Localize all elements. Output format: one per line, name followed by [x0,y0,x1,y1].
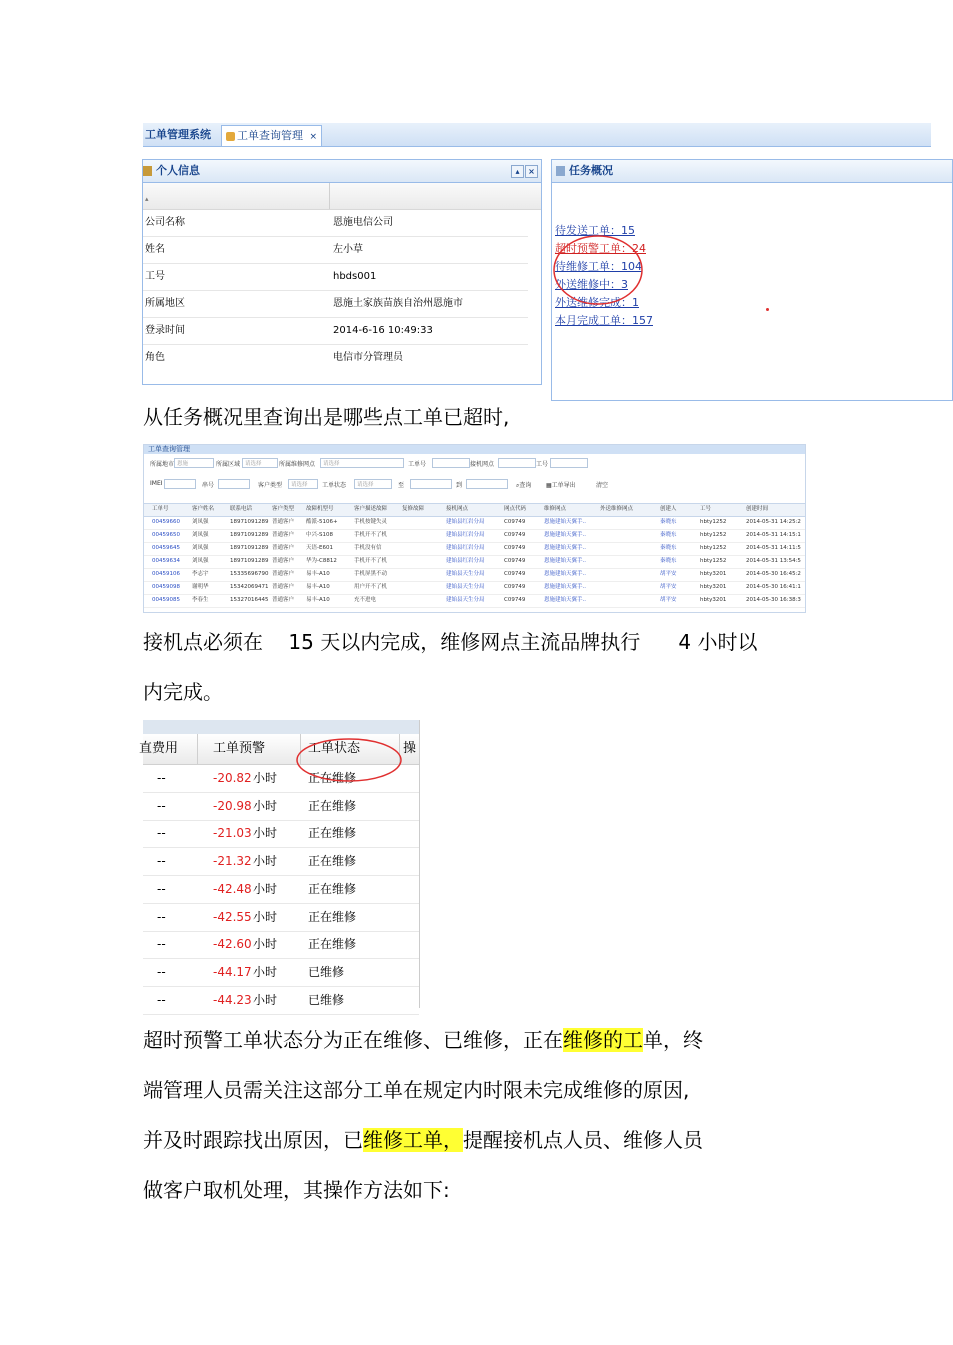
table-cell: 刘凤强 [192,558,209,564]
filter-label: 至 [398,482,405,489]
table-cell[interactable]: 秦晓东 [660,558,677,564]
task-overview-title: 任务概况 [569,164,613,177]
task-link-pending-send[interactable]: 待发送工单：15 [555,224,635,237]
paragraph-status-line4: 做客户取机处理，其操作方法如下: [143,1178,450,1202]
warning-unit: 小时 [253,854,278,869]
text-segment: 并及时跟踪找出原因，已 [143,1128,363,1152]
warning-unit: 小时 [253,937,278,952]
text-segment: 单，终 [643,1028,703,1052]
personal-info-grid-header [143,183,541,210]
table-cell: C09749 [504,558,526,564]
table-cell[interactable]: 建始县红岩分局 [446,558,485,564]
table-cell[interactable]: 建始县红岩分局 [446,545,485,551]
table-cell: 华为-C8812 [306,558,337,564]
info-label: 工号 [145,271,165,282]
warning-value: -42.60 [213,937,252,952]
serial-input[interactable] [218,479,250,489]
staff-id-input[interactable] [550,458,588,468]
table-cell[interactable]: 胡平安 [660,571,677,577]
info-value: hbds001 [333,271,377,282]
table-cell: C09749 [504,584,526,590]
info-label: 姓名 [145,244,165,255]
table-cell: 15327016445 [230,597,269,603]
table-cell: 15342069471 [230,584,269,590]
col-header[interactable]: 工号 [700,506,712,512]
col-header-warning[interactable]: 工单预警 [213,741,266,756]
tab-close-icon[interactable]: × [309,132,318,142]
filter-label: 到 [456,482,463,489]
table-cell: 手机开不了机 [354,532,388,538]
imei-input[interactable] [164,479,196,489]
table-cell[interactable]: 恩施建始天翼手.. [544,584,586,590]
warning-unit: 小时 [253,909,278,924]
warning-unit: 小时 [253,881,278,896]
table-cell: 刘凤强 [192,532,209,538]
table-row[interactable] [143,820,419,848]
filter-label: 客户类型 [258,482,283,489]
fee-cell: -- [157,826,166,841]
repair-point-select[interactable] [320,458,404,468]
table-cell[interactable]: 建始县红岩分局 [446,519,485,525]
warning-value: -42.55 [213,909,252,924]
info-value: 恩施土家族苗族自治州恩施市 [333,298,463,309]
user-icon [143,166,152,176]
table-cell[interactable]: 00459660 [152,519,180,525]
table-cell[interactable]: 胡平安 [660,584,677,590]
grid-icon [556,166,565,176]
filter-row-1 [144,457,805,469]
table-cell: hbty3201 [700,584,727,590]
table-cell: 李春生 [192,597,209,603]
warning-unit: 小时 [253,992,278,1007]
select-placeholder: 请选择 [323,461,340,467]
paragraph-status-line1 [143,1028,703,1052]
task-overview-header [552,160,952,183]
table-cell: 手机屏黑不动 [354,571,388,577]
table-row[interactable] [144,555,805,569]
date-from-input[interactable] [410,479,452,489]
table-cell: 2014-05-30 16:45:2 [746,571,801,577]
filter-label: 所属区域 [216,461,241,468]
table-cell: hbty1252 [700,545,727,551]
fee-cell: -- [157,854,166,869]
table-row[interactable] [143,931,419,959]
task-link-outsourced-in-progress[interactable]: 外送维修中：3 [555,278,628,291]
filter-label: 工单号 [408,461,427,468]
status-cell: 正在维修 [308,854,357,869]
status-cell: 正在维修 [308,771,357,785]
col-header[interactable]: 客户姓名 [192,506,215,512]
fee-cell: -- [157,881,166,896]
annotation-circle [293,734,408,786]
warning-unit: 小时 [253,826,278,841]
table-cell: 天语-E601 [306,545,333,551]
warning-grid-screenshot [139,720,420,1008]
task-link-pending-repair[interactable]: 待维修工单：104 [555,260,642,273]
grid-toolbar-strip [143,720,419,734]
filter-label: 所属地市 [150,461,175,468]
table-cell: 酷派-5106+ [306,519,338,525]
info-label: 公司名称 [145,217,185,228]
warning-unit: 小时 [253,798,278,813]
table-cell: 李志宇 [192,571,209,577]
search-button-label: 查询 [519,482,532,489]
table-cell[interactable]: 建始县天生分局 [446,571,485,577]
filter-label: 串号 [202,482,215,489]
table-cell: 易丰-A10 [306,597,330,603]
filter-row-2 [144,478,805,490]
info-row [143,291,528,318]
dashboard-screenshot [143,123,931,385]
info-label: 登录时间 [145,325,185,336]
table-cell[interactable]: 秦晓东 [660,519,677,525]
warning-value: -44.17 [213,964,252,979]
grid-divider [329,183,330,209]
fee-cell: -- [157,798,166,813]
area-select[interactable] [242,458,278,468]
task-overview-panel [551,159,953,401]
warning-value: -20.98 [213,798,252,813]
highlighted-text: 维修工单， [363,1128,463,1152]
table-row[interactable] [143,987,419,1015]
task-link-outsourced-done[interactable]: 外送维修完成：1 [555,296,639,309]
table-cell: hbty3201 [700,597,727,603]
info-value: 恩施电信公司 [333,217,393,228]
paragraph-query-timeout: 从任务概况里查询出是哪些点工单已超时, [143,405,510,429]
export-button-label: 工单导出 [551,482,576,489]
warning-value: -20.82 [213,771,252,785]
table-row[interactable] [143,876,419,904]
col-header[interactable]: 创建人 [660,506,677,512]
col-header[interactable]: 客户描述故障 [354,506,388,512]
clear-button[interactable]: 清空 [596,482,609,489]
table-cell[interactable]: 恩施建始天翼手.. [544,597,586,603]
intake-point-input[interactable] [498,458,536,468]
table-cell[interactable]: 00459650 [152,532,180,538]
order-status-select[interactable] [354,479,392,489]
table-row[interactable] [144,581,805,595]
table-cell: 18971091289 [230,532,269,538]
info-row [143,210,528,237]
info-value: 2014-6-16 10:49:33 [333,325,433,336]
query-panel-title: 工单查询管理 [144,445,805,454]
table-cell: C09749 [504,571,526,577]
paragraph-time-limit-end: 内完成。 [143,680,223,704]
table-row[interactable] [144,542,805,556]
table-cell: 充不进电 [354,597,377,603]
collapse-icon[interactable]: ▴ [511,165,524,178]
col-header[interactable]: 故障机型号 [306,506,334,512]
filter-label: 工单状态 [322,482,347,489]
col-header-fee[interactable]: 直费用 [139,741,179,756]
status-cell: 正在维修 [308,937,357,952]
table-cell[interactable]: 建始县红岩分局 [446,532,485,538]
fee-cell: -- [157,771,166,785]
table-cell[interactable]: 00459634 [152,558,180,564]
info-row [143,264,528,291]
filter-label: IMEI [150,480,163,487]
filter-label: 接机网点 [470,461,495,468]
select-placeholder: 请选择 [357,482,374,488]
status-cell: 正在维修 [308,798,357,813]
col-header-status[interactable]: 工单状态 [308,741,361,756]
fee-cell: -- [157,909,166,924]
table-cell: 普通客户 [272,571,295,577]
table-cell[interactable]: 秦晓东 [660,545,677,551]
table-cell[interactable]: 恩施建始天翼手.. [544,532,586,538]
city-select[interactable] [174,458,214,468]
table-cell: 2014-05-31 14:11:5 [746,545,801,551]
col-header[interactable]: 维修网点 [544,506,567,512]
table-cell[interactable]: 恩施建始天翼手.. [544,519,586,525]
tab-bar [143,123,931,147]
text-segment: 超时预警工单状态分为正在维修、已维修，正在 [143,1028,563,1052]
paragraph-status-line3 [143,1128,703,1152]
export-icon: ▦ [546,482,552,489]
table-cell: 2014-05-31 14:25:2 [746,519,801,525]
info-row [143,237,528,264]
status-cell: 已维修 [308,992,345,1007]
col-header[interactable]: 外送维修网点 [600,506,634,512]
status-cell: 正在维修 [308,909,357,924]
highlighted-text: 维修的工 [563,1028,643,1052]
table-cell: 2014-05-31 13:54:5 [746,558,801,564]
table-cell[interactable]: 恩施建始天翼手.. [544,545,586,551]
annotation-circle [552,232,652,312]
table-cell: C09749 [504,519,526,525]
col-header[interactable]: 接机网点 [446,506,469,512]
col-header[interactable]: 复修故障 [402,506,425,512]
search-icon: ⌕ [516,482,520,489]
status-cell: 正在维修 [308,881,357,896]
table-row[interactable] [144,568,805,582]
table-cell: 普通客户 [272,519,295,525]
table-cell: 2014-05-31 14:15:1 [746,532,801,538]
search-button[interactable] [516,480,531,490]
col-header-action[interactable]: 操 [403,741,417,756]
table-cell: 2014-05-30 16:38:3 [746,597,801,603]
table-cell: hbty1252 [700,532,727,538]
table-cell: 普通客户 [272,597,295,603]
table-cell: 谢明华 [192,584,209,590]
table-cell: 刘凤强 [192,545,209,551]
paragraph-status-line2: 端管理人员需关注这部分工单在规定内时限未完成维修的原因, [143,1078,690,1102]
info-value: 左小草 [333,244,363,255]
table-cell: 中兴-S108 [306,532,333,538]
col-header[interactable]: 创建时间 [746,506,769,512]
text-segment: 提醒接机点人员、维修人员 [463,1128,703,1152]
status-cell: 正在维修 [308,826,357,841]
table-cell: C09749 [504,545,526,551]
select-value: 恩施 [177,461,189,467]
table-cell: 18971091289 [230,558,269,564]
table-cell: 易丰-A10 [306,571,330,577]
table-cell: 用户开不了机 [354,584,388,590]
col-header[interactable]: 联系电话 [230,506,253,512]
info-value: 电信市分管理员 [333,352,403,363]
table-row[interactable] [144,594,805,608]
table-cell[interactable]: 00459085 [152,597,180,603]
table-cell[interactable]: 胡平安 [660,597,677,603]
table-cell[interactable]: 00459106 [152,571,180,577]
table-row[interactable] [143,793,419,821]
table-cell[interactable]: 建始县天生分局 [446,584,485,590]
table-cell: C09749 [504,532,526,538]
date-to-input[interactable] [466,479,508,489]
table-cell[interactable]: 恩施建始天翼手.. [544,558,586,564]
paragraph-time-limit: 接机点必须在 15 天以内完成，维修网点主流品牌执行 4 小时以 [143,630,758,654]
tab-label: 工单查询管理 [237,129,303,142]
close-icon[interactable]: × [525,165,538,178]
table-cell: 刘凤强 [192,519,209,525]
tab-work-order-system[interactable]: 工单管理系统 [145,128,211,141]
sort-icon[interactable]: ▴ [145,195,149,203]
fee-cell: -- [157,964,166,979]
select-placeholder: 请选择 [245,461,262,467]
personal-info-title: 个人信息 [156,164,200,177]
table-cell: 普通客户 [272,532,295,538]
info-label: 角色 [145,352,165,363]
order-number-input[interactable] [432,458,470,468]
table-cell: 18971091289 [230,545,269,551]
filter-label: 所属维修网点 [279,461,316,468]
table-cell: 18971091289 [230,519,269,525]
info-row [143,318,528,345]
table-cell[interactable]: 恩施建始天翼手.. [544,571,586,577]
table-cell[interactable]: 建始县天生分局 [446,597,485,603]
export-button[interactable] [546,480,576,489]
col-header[interactable]: 客户类型 [272,506,295,512]
table-cell: 普通客户 [272,545,295,551]
table-cell: 手机没有信 [354,545,382,551]
warning-value: -44.23 [213,992,252,1007]
table-row[interactable] [143,904,419,932]
select-placeholder: 请选择 [291,482,308,488]
table-row[interactable] [144,529,805,543]
annotation-mark [766,308,769,311]
table-cell: hbty1252 [700,558,727,564]
personal-info-header [143,160,541,183]
table-cell[interactable]: 00459645 [152,545,180,551]
table-cell: hbty3201 [700,571,727,577]
result-grid-header [144,503,805,517]
col-header[interactable]: 工单号 [152,506,169,512]
task-link-month-completed[interactable]: 本月完成工单：157 [555,314,653,327]
table-row[interactable] [144,516,805,530]
filter-label: 工号 [536,461,549,468]
table-cell: 普通客户 [272,558,295,564]
info-row [143,345,528,371]
personal-info-panel [142,159,542,385]
table-cell: 15335696790 [230,571,269,577]
tab-work-order-query[interactable] [221,125,322,146]
warning-unit: 小时 [253,964,278,979]
task-link-timeout-warning[interactable]: 超时预警工单：24 [555,242,646,255]
col-divider [197,734,198,764]
status-cell: 已维修 [308,964,345,979]
table-cell: 手机按键失灵 [354,519,388,525]
table-cell[interactable]: 秦晓东 [660,532,677,538]
fee-cell: -- [157,992,166,1007]
warning-value: -42.48 [213,881,252,896]
table-row[interactable] [143,848,419,876]
table-cell: 易丰-A10 [306,584,330,590]
table-cell: hbty1252 [700,519,727,525]
work-order-query-screenshot [143,444,806,613]
col-header[interactable]: 网点代码 [504,506,527,512]
table-cell[interactable]: 00459098 [152,584,180,590]
warning-value: -21.32 [213,854,252,869]
warning-unit: 小时 [253,771,278,785]
table-cell: 普通客户 [272,584,295,590]
table-cell: C09749 [504,597,526,603]
fee-cell: -- [157,937,166,952]
tab-icon [226,132,235,141]
warning-value: -21.03 [213,826,252,841]
table-cell: 手机开不了机 [354,558,388,564]
table-row[interactable] [143,959,419,987]
info-label: 所属地区 [145,298,185,309]
customer-type-select[interactable] [288,479,318,489]
table-cell: 2014-05-30 16:41:1 [746,584,801,590]
